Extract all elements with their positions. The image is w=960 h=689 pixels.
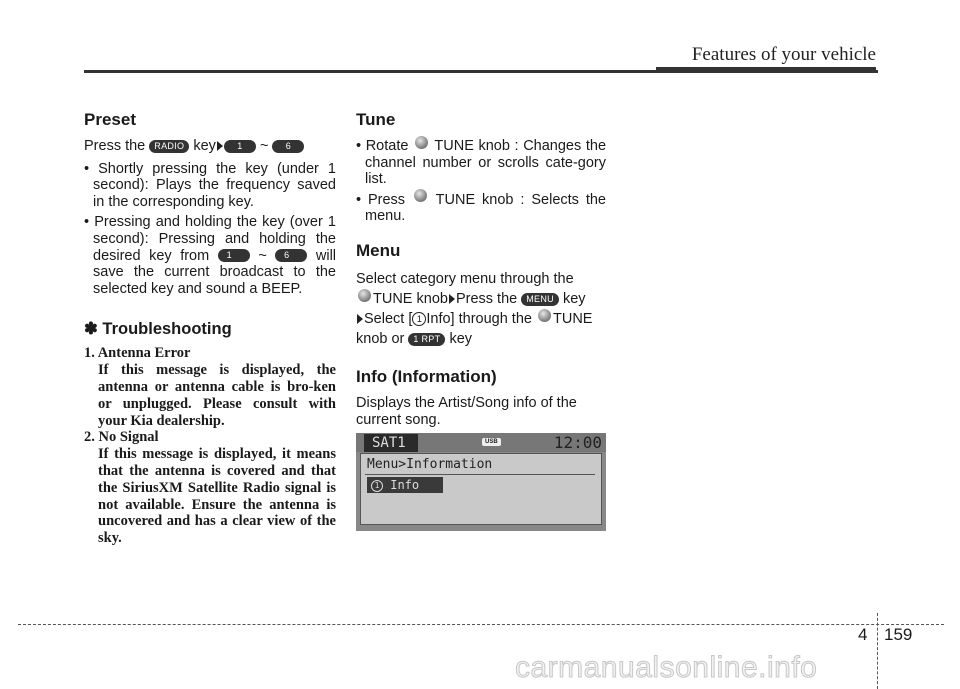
tune-knob-icon: [414, 189, 427, 202]
bullet-hold-text-a: Pressing and holding the key (over 1 second): Pressing and holding the desired key from: [93, 214, 336, 264]
left-column: [84, 110, 336, 547]
bullet-short-text: Shortly pressing the key (under 1 second): Plays the frequency saved in the corresponding key.: [93, 160, 336, 210]
menu-tune-knob-text: TUNE knob: [373, 290, 448, 307]
menu-key-word: key: [562, 290, 586, 307]
press-text: • Press: [356, 191, 406, 208]
tune-knob-icon: [415, 136, 428, 149]
preset-list: [84, 161, 336, 298]
screen-menu-path: Menu>Information: [367, 457, 493, 472]
footer-vertical-rule: [877, 613, 878, 689]
key-1-icon: 1: [218, 249, 250, 262]
rotate-text: • Rotate: [356, 138, 409, 154]
list-item: [356, 138, 606, 188]
radio-key-icon: RADIO: [149, 140, 189, 153]
tune-list: [356, 138, 606, 225]
screen-menu-panel: [360, 453, 602, 525]
list-item: • Pressing and holding the key (over 1 second): Pressing and holding the desired key from 1 ~ 6 will save the current broadcast to the selected key and sound a BEEP.: [84, 214, 337, 297]
info-text: Displays the Artist/Song info of the current song.: [356, 394, 577, 428]
footer-rule: [18, 624, 944, 625]
arrow-right-icon: [449, 294, 455, 304]
tilde: ~: [259, 138, 269, 154]
tune-knob-icon: [358, 289, 371, 302]
header-rule-accent: [656, 67, 876, 72]
menu-instruction: [356, 269, 606, 349]
rotate-desc: TUNE knob : Changes the channel number or scrolls cate-gory list.: [365, 138, 607, 188]
watermark: carmanualsonline.info: [515, 651, 818, 684]
header-title: Features of your vehicle: [691, 44, 876, 65]
menu-key-icon: MENU: [521, 293, 559, 306]
circled-1-icon: 1: [371, 480, 383, 492]
preset-press-text: Press the: [84, 138, 146, 154]
arrow-right-icon: [357, 314, 363, 324]
chapter-number: 4: [858, 625, 868, 644]
rpt-key-icon: 1 RPT: [408, 333, 445, 346]
menu-tune-text: TUNE: [553, 310, 593, 327]
trouble-item-body: If this message is displayed, the antenna or antenna cable is bro-ken or unplugged. Please consult with your Kia dealership.: [98, 362, 336, 429]
arrow-right-icon: [217, 141, 223, 151]
menu-select-text: Select [: [364, 310, 413, 327]
menu-knob-or-text: knob or: [356, 330, 405, 347]
info-heading: Info (Information): [356, 366, 497, 386]
key-6-icon: 6: [272, 140, 304, 153]
menu-info-text: Info] through the: [426, 310, 532, 327]
usb-icon: USB: [482, 438, 501, 446]
preset-key-word: key: [193, 138, 216, 154]
key-1-icon: 1: [224, 140, 256, 153]
list-item: [356, 192, 606, 225]
troubleshooting-list: [84, 345, 336, 547]
radio-screen-illustration: [356, 433, 606, 531]
tune-heading: Tune: [356, 110, 396, 129]
trouble-item-title: 1. Antenna Error: [84, 345, 191, 362]
press-desc: TUNE knob : Selects the menu.: [365, 191, 606, 225]
troubleshooting-heading: ✽ Troubleshooting: [84, 320, 232, 339]
middle-column: [356, 110, 606, 428]
trouble-item-title: 2. No Signal: [84, 429, 159, 446]
menu-press-text: Press the: [455, 290, 518, 307]
tune-knob-icon: [538, 309, 551, 322]
bullet-hold-text-b: will save the current broadcast to the selected key and sound a BEEP.: [93, 247, 337, 297]
screen-info-item: [367, 477, 443, 493]
circled-1-icon: 1: [412, 312, 426, 326]
screen-info-label: Info: [390, 478, 420, 492]
menu-key-word-2: key: [449, 330, 473, 347]
screen-divider: [365, 474, 595, 475]
menu-heading: Menu: [356, 240, 401, 260]
screen-clock: 12:00: [553, 433, 602, 452]
list-item: • Shortly pressing the key (under 1 second): Plays the frequency saved in the corresponding key.: [84, 160, 336, 210]
preset-instruction: [84, 138, 336, 155]
key-6-icon: 6: [275, 249, 307, 262]
menu-line1: Select category menu through the: [356, 270, 574, 287]
tilde: ~: [258, 247, 267, 264]
screen-source-label: SAT1: [364, 434, 418, 452]
trouble-item-body: If this message is displayed, it means that the antenna is covered and that the SiriusXM Satellite Radio signal is not available. Ensure the antenna is uncovered and has a clear view of the sky.: [98, 446, 336, 547]
page-number: 159: [884, 625, 913, 644]
preset-heading: Preset: [84, 110, 136, 129]
